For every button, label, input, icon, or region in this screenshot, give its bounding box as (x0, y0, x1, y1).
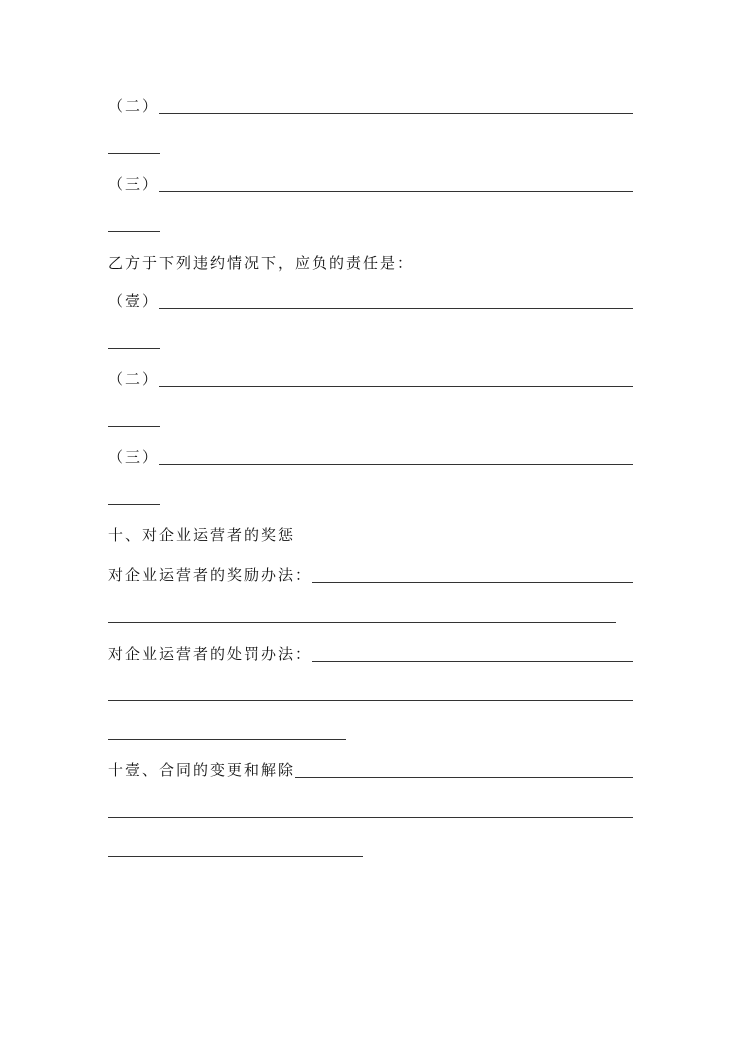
blank-line (159, 385, 633, 387)
blank-line (295, 776, 633, 778)
item-label: （二） (108, 97, 160, 115)
section-10-title: 十、对企业运营者的奖惩 (108, 526, 296, 544)
blank-line-short (108, 504, 160, 505)
blank-line (108, 739, 346, 740)
blank-line-short (108, 348, 160, 349)
jia-item-3-row (108, 175, 633, 195)
yi-item-3-row (108, 448, 633, 468)
blank-line-short (108, 153, 160, 154)
blank-line (159, 112, 633, 114)
item-label: （二） (108, 370, 160, 388)
blank-line (159, 463, 633, 465)
blank-line (312, 660, 633, 662)
blank-line-short (108, 231, 160, 232)
item-label: （三） (108, 175, 160, 193)
yi-item-1-row (108, 292, 633, 312)
jia-item-2-row (108, 97, 633, 117)
blank-line (108, 817, 633, 818)
penalty-label: 对企业运营者的处罚办法： (108, 645, 313, 663)
item-label: （三） (108, 448, 160, 466)
blank-line (108, 622, 616, 623)
blank-line (312, 581, 633, 583)
reward-row (108, 566, 633, 586)
reward-label: 对企业运营者的奖励办法： (108, 566, 313, 584)
party-b-liability-title: 乙方于下列违约情况下，应负的责任是： (108, 254, 415, 272)
blank-line (108, 700, 633, 701)
blank-line (108, 856, 363, 857)
blank-line (159, 190, 633, 192)
section-11-title: 十壹、合同的变更和解除 (108, 761, 296, 779)
item-label: （壹） (108, 292, 160, 310)
yi-item-2-row (108, 370, 633, 390)
section-11-row (108, 761, 633, 781)
blank-line-short (108, 426, 160, 427)
blank-line (159, 307, 633, 309)
penalty-row (108, 645, 633, 665)
